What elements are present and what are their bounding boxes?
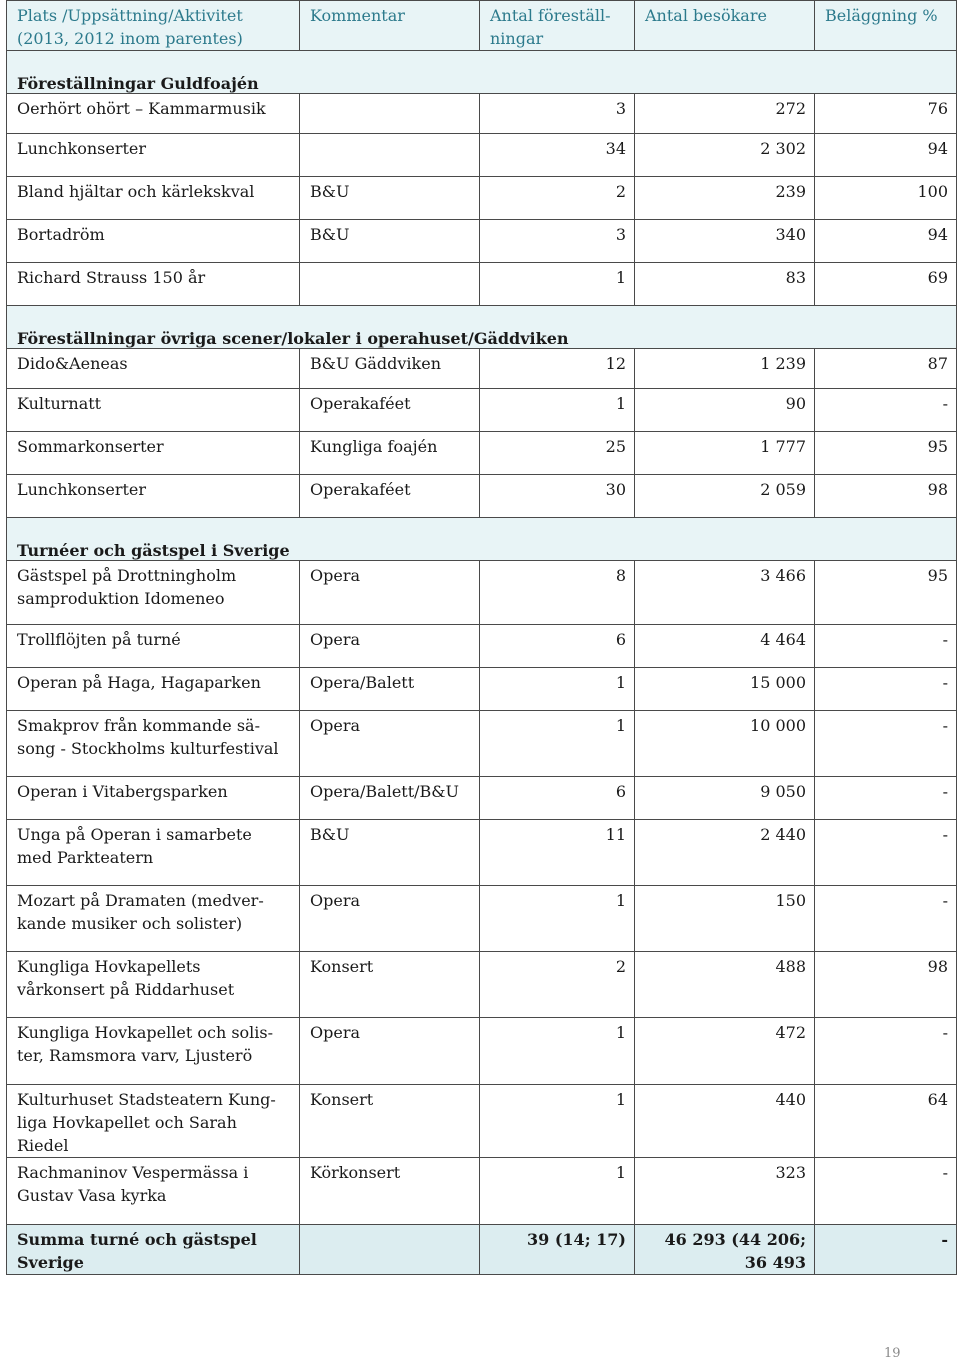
occupancy-cell: 94 [815,134,957,177]
comment-cell: Opera/Balett/B&U [300,777,480,820]
header-performances: Antal föreställ-ningar [480,1,635,51]
occupancy-cell: 100 [815,177,957,220]
occupancy-cell: - [815,1158,957,1225]
comment-cell [300,94,480,134]
comment-cell: Opera [300,1018,480,1085]
summary-comment-cell [300,1225,480,1275]
header-place: Plats /Uppsättning/Aktivitet (2013, 2012 inom parentes) [7,1,300,51]
section-title-cell [7,518,957,561]
visitors-cell: 272 [635,94,815,134]
visitors-cell: 4 464 [635,625,815,668]
occupancy-cell: - [815,1018,957,1085]
place-cell: Lunchkonserter [7,475,300,518]
comment-cell: Operakaféet [300,475,480,518]
place-cell: Oerhört ohört – Kammarmusik [7,94,300,134]
place-cell: Bland hjältar och kärlekskval [7,177,300,220]
section-title: Föreställningar Guldfoajén [17,74,259,93]
section-title-cell [7,51,957,94]
place-cell: Kulturhuset Stadsteatern Kung-liga Hovkapellet och Sarah Riedel [7,1085,300,1158]
place-cell: Mozart på Dramaten (medver-kande musiker och solister) [7,886,300,952]
occupancy-cell: - [815,820,957,886]
summary-row [7,1225,957,1275]
section-header-row [7,51,957,94]
performances-cell: 2 [480,177,635,220]
section-title-cell [7,306,957,349]
comment-cell: Kungliga foajén [300,432,480,475]
comment-cell [300,263,480,306]
occupancy-cell: 69 [815,263,957,306]
section-header-row [7,518,957,561]
occupancy-cell: 98 [815,475,957,518]
visitors-cell: 10 000 [635,711,815,777]
performances-cell: 25 [480,432,635,475]
comment-cell: Opera/Balett [300,668,480,711]
visitors-cell: 150 [635,886,815,952]
comment-cell: B&U Gäddviken [300,349,480,389]
visitors-cell: 15 000 [635,668,815,711]
table-row [7,668,957,711]
place-cell: Operan i Vitabergsparken [7,777,300,820]
place-cell: Rachmaninov Vespermässa i Gustav Vasa kyrka [7,1158,300,1225]
statistics-table [6,0,957,1275]
performances-cell: 8 [480,561,635,625]
visitors-cell: 83 [635,263,815,306]
comment-cell: Opera [300,711,480,777]
visitors-cell: 472 [635,1018,815,1085]
table-row [7,886,957,952]
header-comment: Kommentar [300,1,480,51]
visitors-cell: 323 [635,1158,815,1225]
table-row [7,1085,957,1158]
comment-cell: B&U [300,177,480,220]
visitors-cell: 340 [635,220,815,263]
visitors-cell: 3 466 [635,561,815,625]
summary-occupancy-cell: - [815,1225,957,1275]
table-row [7,94,957,134]
summary-performances-cell: 39 (14; 17) [480,1225,635,1275]
table-row [7,777,957,820]
table-row [7,349,957,389]
occupancy-cell: 87 [815,349,957,389]
header-occupancy: Beläggning % [815,1,957,51]
place-cell: Bortadröm [7,220,300,263]
section-header-row [7,306,957,349]
occupancy-cell: - [815,777,957,820]
table-body [7,1,957,1275]
place-cell: Kulturnatt [7,389,300,432]
comment-cell: Konsert [300,952,480,1018]
place-cell: Operan på Haga, Hagaparken [7,668,300,711]
performances-cell: 1 [480,668,635,711]
performances-cell: 1 [480,1018,635,1085]
performances-cell: 1 [480,389,635,432]
visitors-cell: 1 239 [635,349,815,389]
comment-cell: Opera [300,561,480,625]
summary-place-cell: Summa turné och gästspel Sverige [7,1225,300,1275]
table-row [7,432,957,475]
performances-cell: 34 [480,134,635,177]
table-row [7,220,957,263]
occupancy-cell: - [815,711,957,777]
performances-cell: 1 [480,1085,635,1158]
visitors-cell: 2 059 [635,475,815,518]
header-visitors: Antal besökare [635,1,815,51]
table-row [7,711,957,777]
visitors-cell: 9 050 [635,777,815,820]
place-cell: Richard Strauss 150 år [7,263,300,306]
occupancy-cell: - [815,886,957,952]
performances-cell: 6 [480,777,635,820]
place-cell: Smakprov från kommande sä-song - Stockholms kulturfestival [7,711,300,777]
performances-cell: 1 [480,886,635,952]
page-number: 19 [884,1346,901,1361]
table-row [7,561,957,625]
occupancy-cell: - [815,625,957,668]
occupancy-cell: 95 [815,432,957,475]
visitors-cell: 1 777 [635,432,815,475]
visitors-cell: 440 [635,1085,815,1158]
visitors-cell: 488 [635,952,815,1018]
visitors-cell: 90 [635,389,815,432]
performances-cell: 11 [480,820,635,886]
comment-cell: Operakaféet [300,389,480,432]
table-row [7,820,957,886]
comment-cell: B&U [300,820,480,886]
performances-cell: 12 [480,349,635,389]
table-row [7,177,957,220]
comment-cell [300,134,480,177]
place-cell: Kungliga Hovkapellet och solis-ter, Ramsmora varv, Ljusterö [7,1018,300,1085]
occupancy-cell: - [815,389,957,432]
occupancy-cell: 95 [815,561,957,625]
occupancy-cell: 64 [815,1085,957,1158]
comment-cell: Opera [300,886,480,952]
table-row [7,263,957,306]
table-row [7,475,957,518]
table-row [7,1158,957,1225]
section-title: Turnéer och gästspel i Sverige [17,541,290,560]
performances-cell: 1 [480,1158,635,1225]
visitors-cell: 2 302 [635,134,815,177]
performances-cell: 2 [480,952,635,1018]
performances-cell: 3 [480,94,635,134]
visitors-cell: 2 440 [635,820,815,886]
table-header-row [7,1,957,51]
comment-cell: Körkonsert [300,1158,480,1225]
performances-cell: 1 [480,711,635,777]
occupancy-cell: 98 [815,952,957,1018]
table-row [7,1018,957,1085]
occupancy-cell: - [815,668,957,711]
place-cell: Trollflöjten på turné [7,625,300,668]
performances-cell: 1 [480,263,635,306]
table-row [7,134,957,177]
place-cell: Kungliga Hovkapellets vårkonsert på Riddarhuset [7,952,300,1018]
performances-cell: 6 [480,625,635,668]
place-cell: Sommarkonserter [7,432,300,475]
place-cell: Gästspel på Drottningholm samproduktion Idomeneo [7,561,300,625]
place-cell: Unga på Operan i samarbete med Parkteatern [7,820,300,886]
table-row [7,625,957,668]
place-cell: Dido&Aeneas [7,349,300,389]
performances-cell: 30 [480,475,635,518]
visitors-cell: 239 [635,177,815,220]
table-row [7,389,957,432]
performances-cell: 3 [480,220,635,263]
occupancy-cell: 76 [815,94,957,134]
comment-cell: Konsert [300,1085,480,1158]
table-row [7,952,957,1018]
section-title: Föreställningar övriga scener/lokaler i operahuset/Gäddviken [17,329,569,348]
summary-visitors-cell: 46 293 (44 206; 36 493 [635,1225,815,1275]
comment-cell: B&U [300,220,480,263]
occupancy-cell: 94 [815,220,957,263]
comment-cell: Opera [300,625,480,668]
place-cell: Lunchkonserter [7,134,300,177]
